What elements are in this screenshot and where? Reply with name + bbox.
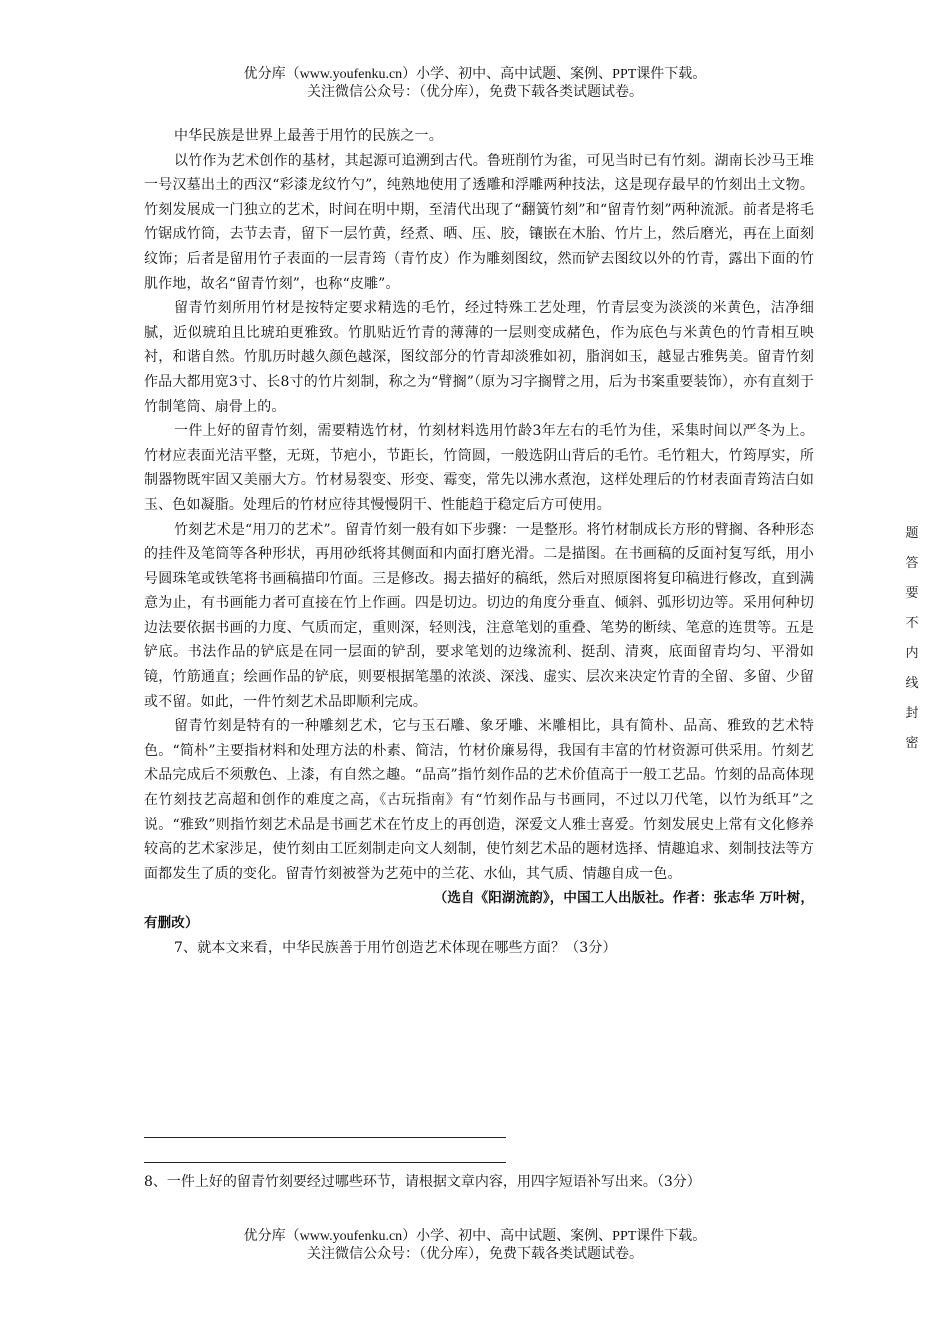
article-paragraph: 一件上好的留青竹刻，需要精选竹材，竹刻材料选用竹龄3年左右的毛竹为佳，采集时间以严冬为上。竹材应表面光洁平整，无斑，节疤小，节距长，竹筒圆，一般选阴山背后的毛竹。毛竹粗大，竹筠厚实，所制器物既牢固又美丽大方。竹材易裂变、形变、霉变，常先以沸水煮泡，这样处理后的竹材表面青筠洁白如玉、色如凝脂。处理后的竹材应待其慢慢阴干、性能趋于稳定后方可使用。 xyxy=(144,423,814,513)
bottom-footer xyxy=(140,1228,810,1264)
article-paragraph: 中华民族是世界上最善于用竹的民族之一。 xyxy=(174,128,443,144)
seal-char: 密 xyxy=(905,736,919,751)
seal-char: 答 xyxy=(905,556,919,571)
question-7: 7、就本文来看，中华民族善于用竹创造艺术体现在哪些方面？（3分） xyxy=(174,939,617,956)
seal-line-notice xyxy=(902,524,922,764)
header-line-1: 优分库（www.youfenku.cn）小学、初中、高中试题、案例、PPT课件下载。 xyxy=(243,67,707,82)
article-paragraph: 留青竹刻是特有的一种雕刻艺术，它与玉石雕、象牙雕、米雕相比，具有简朴、品高、雅致的艺术特色。“简朴”主要指材料和处理方法的朴素、简洁，竹材价廉易得，我国有丰富的竹材资源可供采用。竹刻艺术品完成后不须敷色、上漆，有自然之趣。“品高”指竹刻作品的艺术价值高于一般工艺品。竹刻的品高体现在竹刻技艺高超和创作的难度之高，《古玩指南》有“竹刻作品与书画同，不过以刀代笔，以竹为纸耳”之说。“雅致”则指竹刻艺术品是书画艺术在竹皮上的再创造，深爱文人雅士喜爱。竹刻发展史上常有文化修养较高的艺术家涉足，使竹刻由工匠刻制走向文人刻制，使竹刻艺术品的题材选择、情趣追求、刻制技法等方面都发生了质的变化。留青竹刻被誉为艺苑中的兰花、水仙，其气质、情趣自成一色。 xyxy=(144,718,814,882)
answer-line-2[interactable] xyxy=(144,1162,506,1163)
article-paragraph: 竹刻艺术是“用刀的艺术”。留青竹刻一般有如下步骤：一是整形。将竹材制成长方形的臂搁、各种形态的挂件及笔筒等各种形状，再用砂纸将其侧面和内面打磨光滑。二是描图。在书画稿的反面衬复写纸，用小号圆珠笔或铁笔将书画稿描印竹面。三是修改。揭去描好的稿纸，然后对照原图将复印稿进行修改，直到满意为止，有书画能力者可直接在竹上作画。四是切边。切边的角度分垂直、倾斜、弧形切边等。采用何种切边法要依据书画的力度、气质而定，重则深，轻则浅，注意笔划的重叠、笔势的断续、笔意的连贯等。五是铲底。书法作品的铲底是在同一层面的铲刮，要求笔划的边缘流利、挺刮、清爽，底面留青均匀、平滑如镜，竹筋通直；绘画作品的铲底，则要根据笔墨的浓淡、深浅、虚实、层次来决定竹青的全留、多留、少留或不留。如此，一件竹刻艺术品即顺利完成。 xyxy=(144,521,814,710)
article-source: （选自《阳湖流韵》，中国工人出版社。作者：张志华 万叶树， xyxy=(433,890,814,907)
seal-char: 内 xyxy=(905,646,919,661)
article-paragraph: 以竹作为艺术创作的基材，其起源可追溯到古代。鲁班削竹为雀，可见当时已有竹刻。湖南长沙马王堆一号汉墓出土的西汉“彩漆龙纹竹勺”，纯熟地使用了透雕和浮雕两种技法，这是现存最早的竹刻出土文物。竹刻发展成一门独立的艺术，时间在明中期，至清代出现了“翻簧竹刻”和“留青竹刻”两种流派。前者是将毛竹锯成竹筒，去节去青，留下一层竹黄，经煮、晒、压、胶，镶嵌在木胎、竹片上，然后磨光，再在上面刻纹饰；后者是留用竹子表面的一层青筠（青竹皮）作为雕刻图纹，然而铲去图纹以外的竹青，露出下面的竹肌作地，故名“留青竹刻”，也称“皮雕”。 xyxy=(144,152,814,292)
article-body xyxy=(144,124,814,960)
seal-char: 封 xyxy=(905,706,919,721)
article-paragraph: 留青竹刻所用竹材是按特定要求精选的毛竹，经过特殊工艺处理，竹青层变为淡淡的米黄色，洁净细腻，近似琥珀且比琥珀更雅致。竹肌贴近竹青的薄薄的一层则变成赭色，作为底色与米黄色的竹青相互映衬，和谐自然。竹肌历时越久颜色越深，图纹部分的竹青却淡雅如初，脂润如玉，越显古雅隽美。留青竹刻作品大都用宽3寸、长8寸的竹片刻制，称之为“臂搁”（原为习字搁臂之用，后为书案重要装饰），亦有直刻于竹制笔筒、扇骨上的。 xyxy=(144,300,814,415)
article-source-tail: 有删改） xyxy=(144,915,199,931)
header-line-2: 关注微信公众号：（优分库），免费下载各类试题试卷。 xyxy=(307,85,643,100)
seal-char: 要 xyxy=(905,586,919,601)
footer-line-2: 关注微信公众号：（优分库），免费下载各类试题试卷。 xyxy=(307,1247,643,1262)
question-8: 8、一件上好的留青竹刻要经过哪些环节，请根据文章内容，用四字短语补写出来。（3分） xyxy=(144,1174,701,1190)
seal-char: 不 xyxy=(905,616,919,631)
answer-line-1[interactable] xyxy=(144,1137,506,1138)
top-header xyxy=(140,66,810,102)
seal-char: 题 xyxy=(905,526,919,541)
footer-line-1: 优分库（www.youfenku.cn）小学、初中、高中试题、案例、PPT课件下载。 xyxy=(243,1229,707,1244)
seal-char: 线 xyxy=(905,676,919,691)
